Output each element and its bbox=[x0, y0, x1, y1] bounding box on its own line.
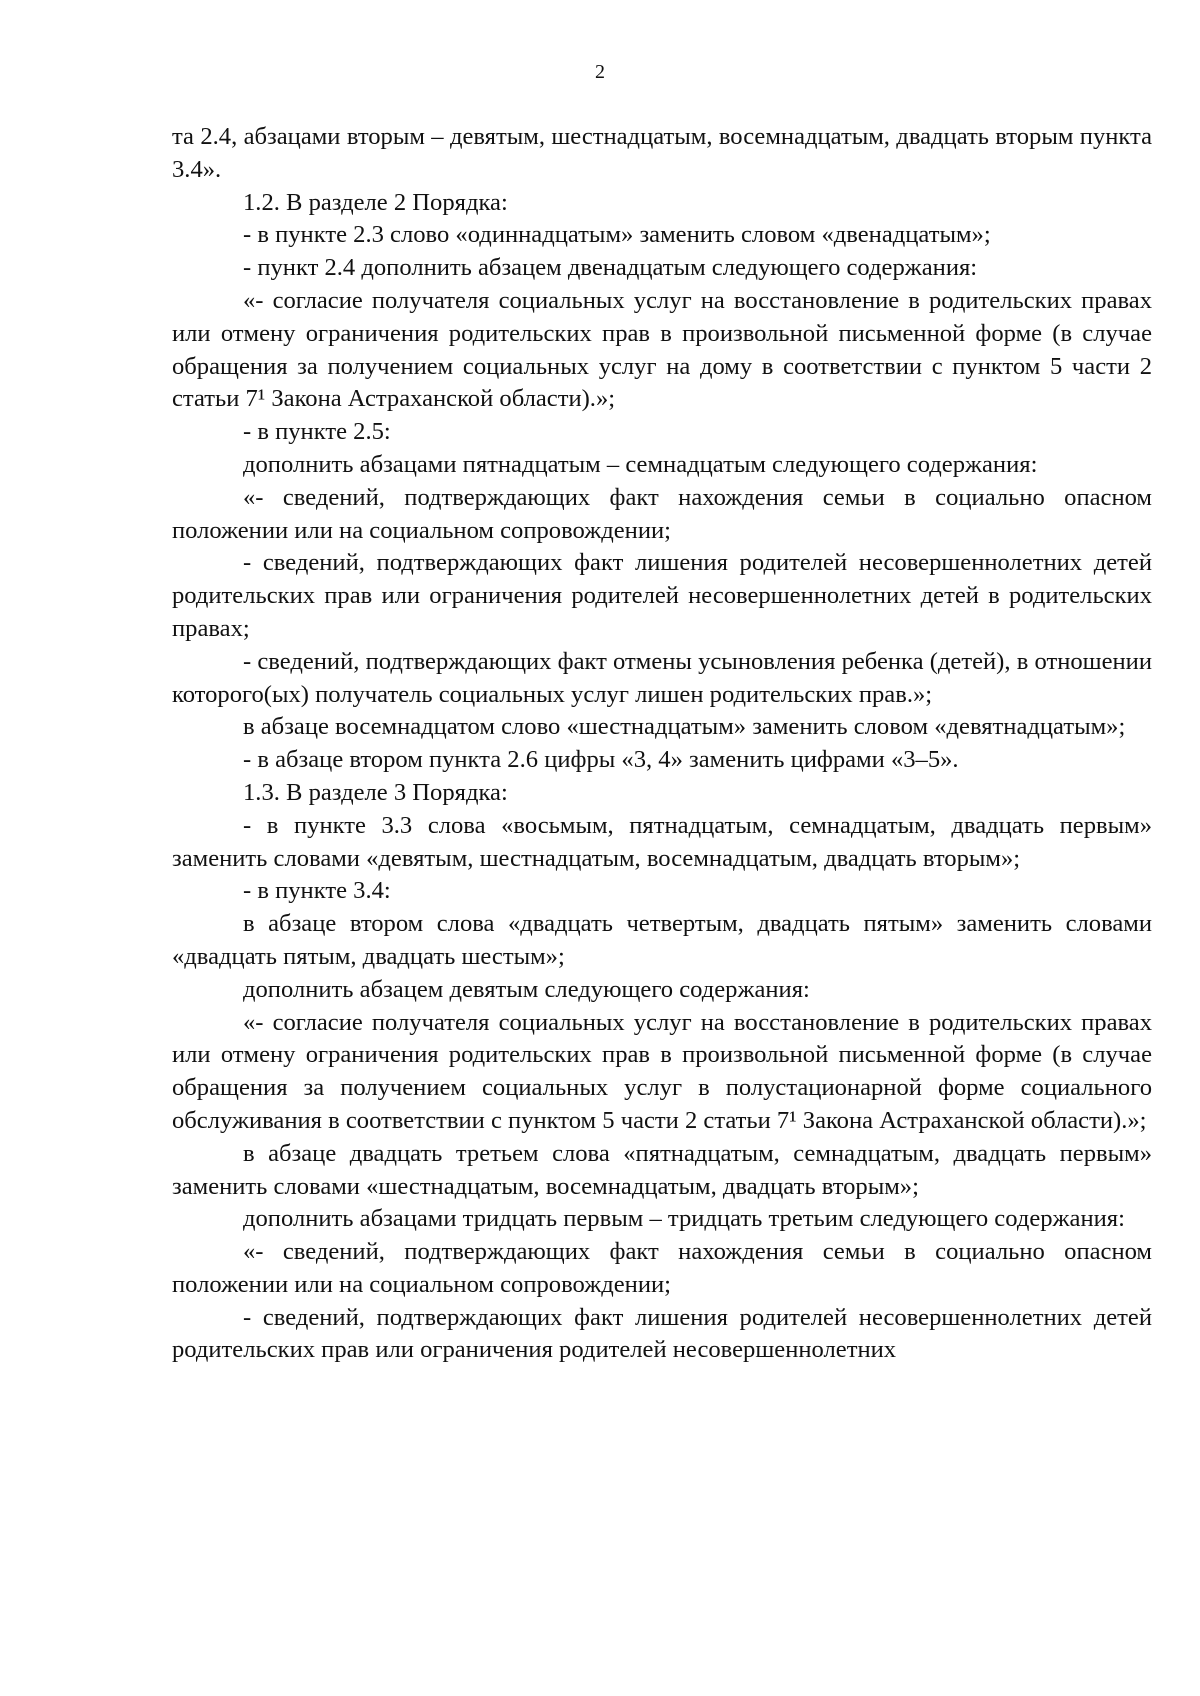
paragraph: в абзаце восемнадцатом слово «шестнадцатым» заменить словом «девятнадцатым»; bbox=[243, 713, 1126, 741]
paragraph: - сведений, подтверждающих факт лишения родителей несовершеннолетних детей родительских прав или ограничения родителей несовершеннолетних детей в родительских правах; bbox=[172, 549, 1152, 642]
paragraph: - в абзаце втором пункта 2.6 цифры «3, 4» заменить цифрами «3–5». bbox=[243, 746, 959, 774]
paragraph: дополнить абзацами пятнадцатым – семнадцатым следующего содержания: bbox=[243, 450, 1038, 478]
paragraph: - сведений, подтверждающих факт отмены усыновления ребенка (детей), в отношении которого(ых) получатель социальных услуг лишен родительских прав.»; bbox=[172, 647, 1152, 708]
paragraph: - сведений, подтверждающих факт лишения родителей несовершеннолетних детей родительских прав или ограничения родителей несовершеннолетних bbox=[172, 1303, 1152, 1364]
paragraph: «- согласие получателя социальных услуг на восстановление в родительских правах или отмену ограничения родительских прав в произвольной письменной форме (в случае обращения за получением социальных услуг на дому в соответствии с пунктом 5 части 2 статьи 7¹ Закона Астраханской области).»; bbox=[172, 286, 1152, 413]
paragraph: - в пункте 2.5: bbox=[243, 418, 391, 446]
section-heading: 1.2. В разделе 2 Порядка: bbox=[243, 188, 508, 216]
paragraph: дополнить абзацами тридцать первым – тридцать третьим следующего содержания: bbox=[243, 1205, 1125, 1233]
paragraph: в абзаце втором слова «двадцать четвертым, двадцать пятым» заменить словами «двадцать пятым, двадцать шестым»; bbox=[172, 910, 1152, 970]
paragraph: - в пункте 2.3 слово «одиннадцатым» заменить словом «двенадцатым»; bbox=[243, 221, 991, 249]
section-heading: 1.3. В разделе 3 Порядка: bbox=[243, 778, 508, 806]
paragraph: «- сведений, подтверждающих факт нахождения семьи в социально опасном положении или на социальном сопровождении; bbox=[172, 1238, 1152, 1298]
paragraph: - в пункте 3.4: bbox=[243, 877, 391, 905]
paragraph: «- сведений, подтверждающих факт нахождения семьи в социально опасном положении или на социальном сопровождении; bbox=[172, 483, 1152, 544]
paragraph: та 2.4, абзацами вторым – девятым, шестнадцатым, восемнадцатым, двадцать вторым пункта 3.4». bbox=[172, 123, 1152, 183]
document-body bbox=[172, 121, 1152, 1367]
paragraph: дополнить абзацем девятым следующего содержания: bbox=[243, 975, 810, 1003]
paragraph: в абзаце двадцать третьем слова «пятнадцатым, семнадцатым, двадцать первым» заменить словами «шестнадцатым, восемнадцатым, двадцать вторым»; bbox=[172, 1139, 1152, 1200]
page-number: 2 bbox=[595, 61, 605, 83]
paragraph: - в пункте 3.3 слова «восьмым, пятнадцатым, семнадцатым, двадцать первым» заменить словами «девятым, шестнадцатым, восемнадцатым, двадцать вторым»; bbox=[172, 811, 1152, 872]
paragraph: - пункт 2.4 дополнить абзацем двенадцатым следующего содержания: bbox=[243, 254, 978, 282]
paragraph: «- согласие получателя социальных услуг на восстановление в родительских правах или отмену ограничения родительских прав в произвольной письменной форме (в случае обращения за получением социальных услуг в полустационарной форме социального обслуживания в соответствии с пунктом 5 части 2 статьи 7¹ Закона Астраханской области).»; bbox=[172, 1008, 1152, 1134]
